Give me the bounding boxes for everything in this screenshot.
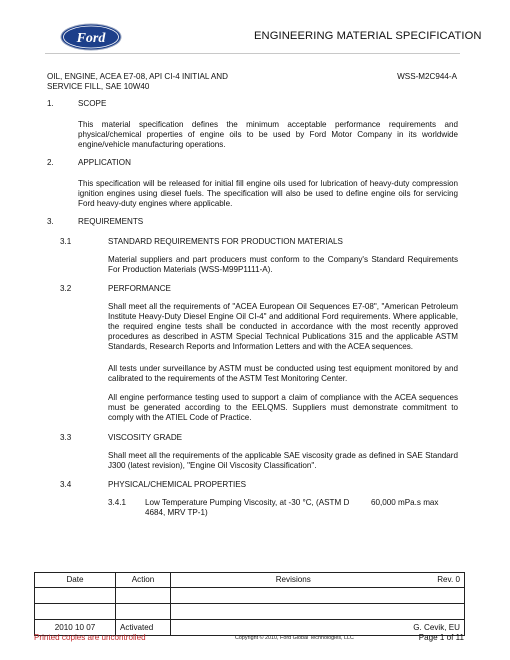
- header-action: Action: [116, 573, 171, 588]
- section-number: 2.: [47, 158, 54, 167]
- copyright-notice: Copyright © 2010, Ford Global Technologies, LLC: [235, 635, 354, 641]
- row-action: [116, 588, 171, 604]
- section-title: APPLICATION: [78, 158, 131, 167]
- uncontrolled-copies-notice: Printed copies are uncontrolled: [34, 633, 146, 642]
- performance-paragraph-2: All tests under surveillance by ASTM must be conducted using test equipment monitored by and calibrated to the requirements of the ASTM Test Monitoring Center.: [108, 364, 458, 383]
- header-divider: [45, 53, 460, 54]
- document-title-line2: SERVICE FILL, SAE 10W40: [47, 82, 150, 91]
- row-action: [116, 604, 171, 620]
- subsection-number: 3.4: [60, 480, 72, 489]
- page-number: Page 1 of 11: [418, 633, 464, 642]
- row-description: [171, 588, 465, 604]
- section-number: 1.: [47, 99, 54, 108]
- scope-paragraph: This material specification defines the minimum acceptable performance requirements and physical/chemical properties of engine oils to be used by Ford Motor Company in its worldwide engine/vehicle manufacturing operations.: [78, 120, 458, 149]
- subsection-number: 3.2: [60, 284, 72, 293]
- subsection-number: 3.1: [60, 237, 72, 246]
- subsection-title: PERFORMANCE: [108, 284, 171, 293]
- subsection-title: PHYSICAL/CHEMICAL PROPERTIES: [108, 480, 247, 489]
- row-description: G. Cevik, EU: [171, 620, 465, 636]
- performance-paragraph-1: Shall meet all the requirements of "ACEA European Oil Sequences E7-08", "American Petroleum Institute Heavy-Duty Diesel Engine Oil CI-4" and additional Ford requirements. Where applicable, the required engine tests shall be conducted in accordance with the most recently approved procedures as described in ASTM Special Technical Publications 315 and the applicable ASTM Standards, Research Reports and Information Letters and with the ACEA sequences.: [108, 302, 458, 351]
- property-item-description: Low Temperature Pumping Viscosity, at -30 °C, (ASTM D 4684, MRV TP-1): [145, 498, 350, 517]
- subsection-3-3-paragraph: Shall meet all the requirements of the applicable SAE viscosity grade as defined in SAE Standard J300 (latest revision), "Engine Oil Viscosity Classification".: [108, 451, 458, 470]
- revisions-header-row: [35, 573, 465, 588]
- row-date: [35, 604, 116, 620]
- spec-number: WSS-M2C944-A: [397, 72, 457, 81]
- section-title: SCOPE: [78, 99, 107, 108]
- document-title-block: [47, 72, 457, 92]
- subsection-number: 3.3: [60, 433, 72, 442]
- property-item-value: 60,000 mPa.s max: [371, 498, 439, 507]
- row-date: [35, 588, 116, 604]
- application-paragraph: This specification will be released for initial fill engine oils used for lubrication of heavy-duty compression ignition engines using diesel fuels. The specification will also be used to define engine oils for servicing Ford heavy-duty engines where applicable.: [78, 179, 458, 208]
- section-number: 3.: [47, 217, 54, 226]
- row-date: 2010 10 07: [35, 620, 116, 636]
- subsection-title: VISCOSITY GRADE: [108, 433, 183, 442]
- section-title: REQUIREMENTS: [78, 217, 144, 226]
- ford-logo: [60, 23, 122, 51]
- document-title-line1: OIL, ENGINE, ACEA E7-08, API CI-4 INITIAL AND: [47, 72, 228, 81]
- performance-paragraph-3: All engine performance testing used to support a claim of compliance with the ACEA sequences must be generated according to the EELQMS. Suppliers must demonstrate commitment to comply with the ATIEL Code of Practice.: [108, 393, 458, 422]
- header-date: Date: [35, 573, 116, 588]
- ford-oval-icon: [60, 23, 122, 51]
- revisions-table: [34, 572, 465, 636]
- row-action: Activated: [116, 620, 171, 636]
- property-item-number: 3.4.1: [108, 498, 127, 507]
- row-description: [171, 604, 465, 620]
- page-header-title: ENGINEERING MATERIAL SPECIFICATION: [254, 30, 482, 42]
- subsection-3-1-paragraph: Material suppliers and part producers must conform to the Company's Standard Requirements For Production Materials (WSS-M99P1111-A).: [108, 255, 458, 274]
- subsection-title: STANDARD REQUIREMENTS FOR PRODUCTION MATERIALS: [108, 237, 343, 246]
- table-row: [35, 588, 465, 604]
- header-revisions: Revisions: [171, 573, 416, 588]
- table-row: [35, 604, 465, 620]
- logo-wordmark: Ford: [76, 31, 106, 46]
- header-rev-number: Rev. 0: [416, 573, 465, 588]
